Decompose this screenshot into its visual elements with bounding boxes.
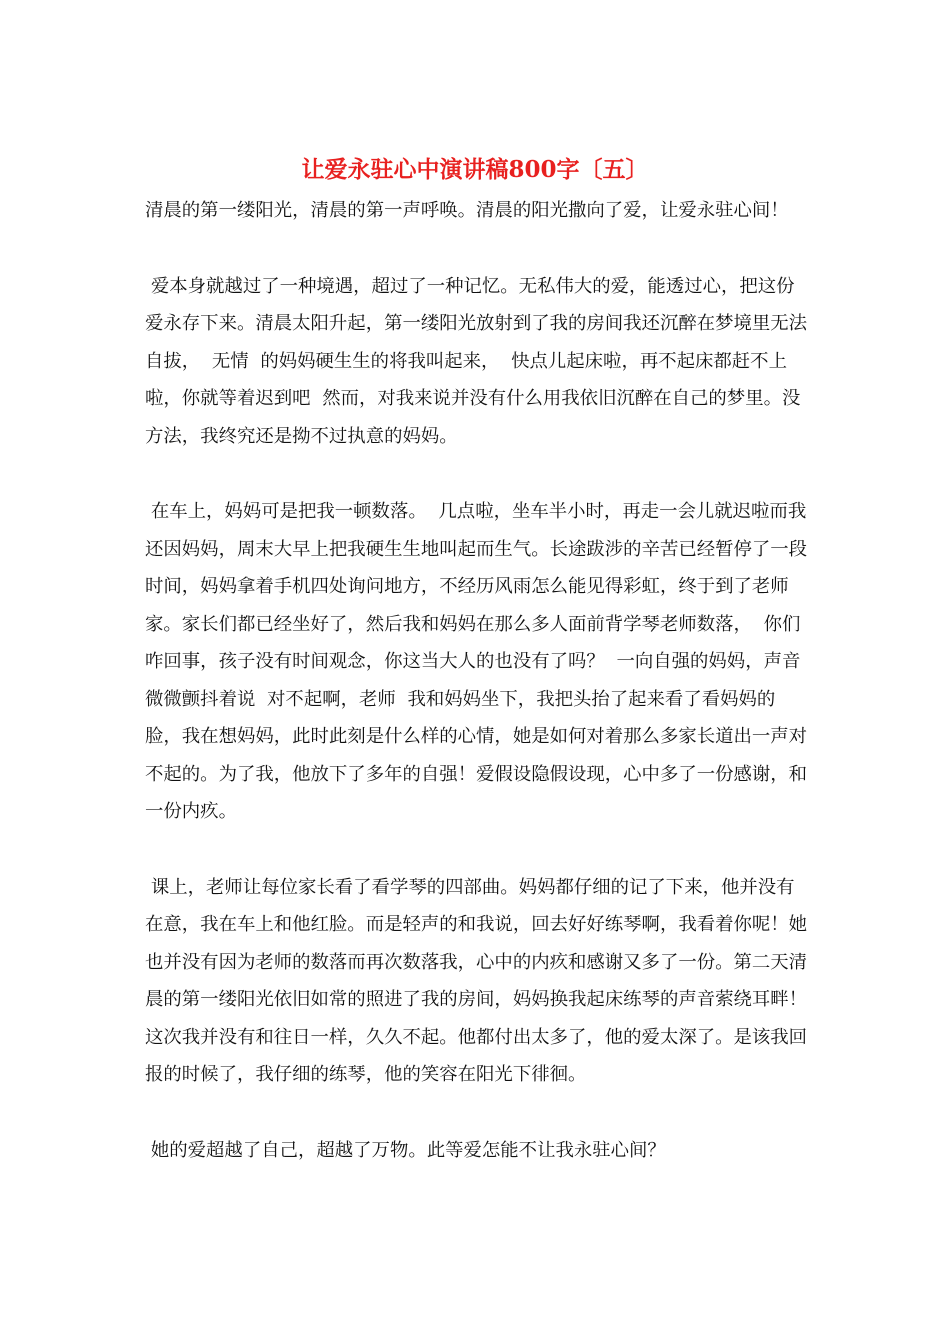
paragraph-5: 她的爱超越了自己，超越了万物。此等爱怎能不让我永驻心间？ — [145, 1139, 666, 1161]
paragraph-3: 在车上，妈妈可是把我一顿数落。 几点啦，坐车半小时，再走一会儿就迟啦而我还因妈妈，周末大早上把我硬生生地叫起而生气。长途跋涉的辛苦已经暂停了一段时间，妈妈拿着手机四处询问地方，不经历风雨怎么能见得彩虹，终于到了老师家。家长们都已经坐好了，然后我和妈妈在那么多人面前背学琴老师数落， 你们咋回事，孩子没有时间观念，你这当大人的也没有了吗？ 一向自强的妈妈，声音微微颤抖着说 对不起啊，老师 我和妈妈坐下，我把头抬了起来看了看妈妈的脸，我在想妈妈，此时此刻是什么样的心情，她是如何对着那么多家长道出一声对不起的。为了我，他放下了多年的自强！爱假设隐假设现，心中多了一份感谢，和一份内疚。 — [145, 501, 808, 822]
page-title: 让爱永驻心中演讲稿800字〔五〕 — [301, 156, 649, 183]
paragraph-4: 课上，老师让每位家长看了看学琴的四部曲。妈妈都仔细的记了下来，他并没有在意，我在车上和他红脸。而是轻声的和我说，回去好好练琴啊，我看着你呢！她也并没有因为老师的数落而再次数落我，心中的内疚和感谢又多了一份。第二天清晨的第一缕阳光依旧如常的照进了我的房间，妈妈换我起床练琴的声音萦绕耳畔！这次我并没有和往日一样，久久不起。他都付出太多了，他的爱太深了。是该我回报的时候了，我仔细的练琴，他的笑容在阳光下徘徊。 — [145, 876, 808, 1085]
document-body — [145, 192, 810, 1169]
paragraph-1: 清晨的第一缕阳光，清晨的第一声呼唤。清晨的阳光撒向了爱，让爱永驻心间！ — [145, 200, 789, 221]
paragraph-2: 爱本身就越过了一种境遇，超过了一种记忆。无私伟大的爱，能透过心，把这份爱永存下来。清晨太阳升起，第一缕阳光放射到了我的房间我还沉醉在梦境里无法自拔， 无情 的妈妈硬生生的将我叫起来， 快点儿起床啦，再不起床都赶不上啦，你就等着迟到吧 然而，对我来说并没有什么用我依旧沉醉在自己的梦里。没方法，我终究还是拗不过执意的妈妈。 — [145, 275, 808, 447]
